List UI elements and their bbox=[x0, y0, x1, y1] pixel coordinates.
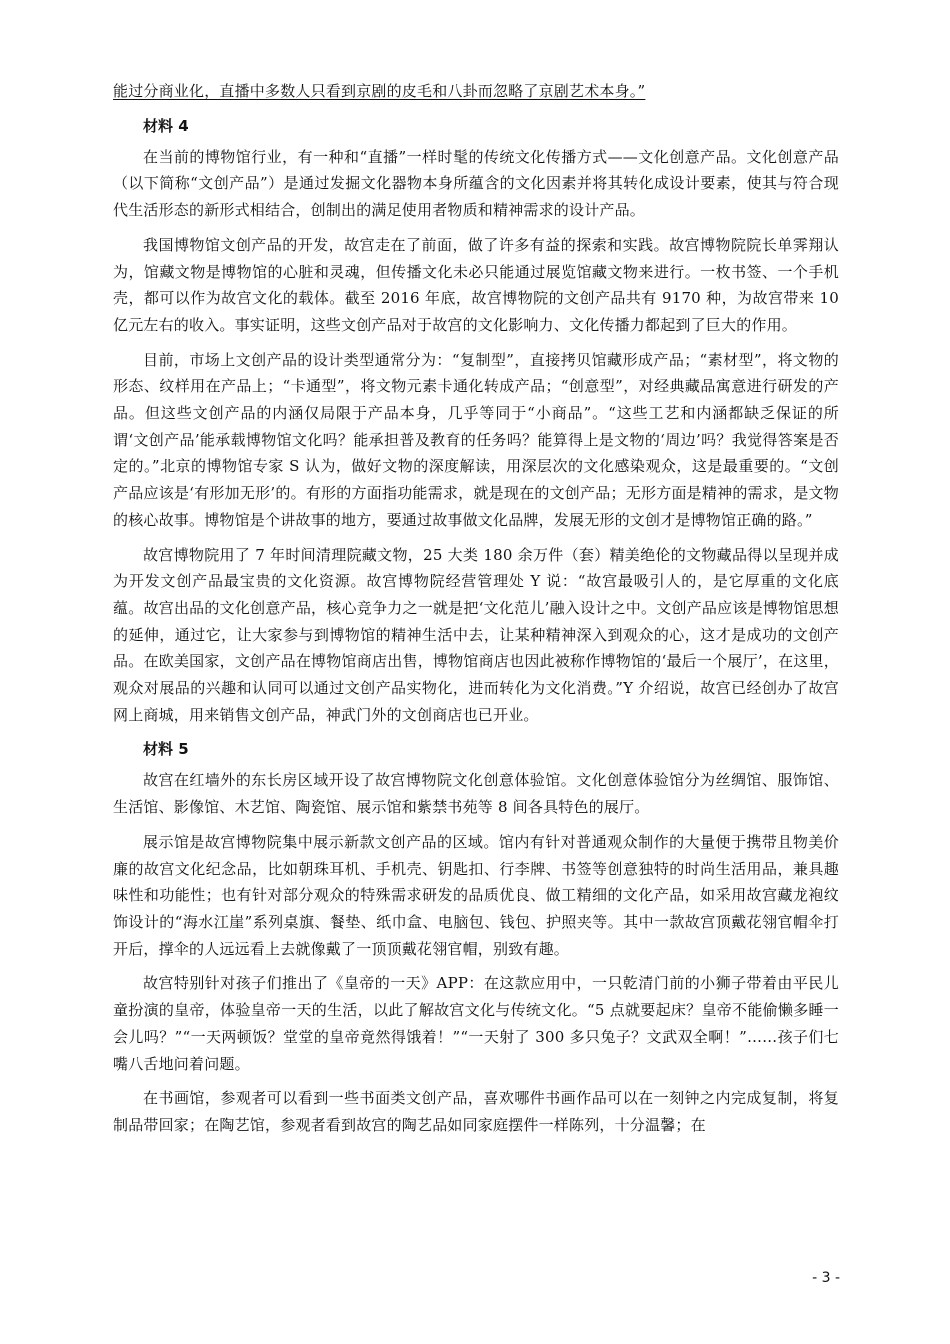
material5-paragraph-1: 故宫在红墙外的东长房区域开设了故宫博物院文化创意体验馆。文化创意体验馆分为丝绸馆、服饰馆、生活馆、影像馆、木艺馆、陶瓷馆、展示馆和紫禁书苑等 8 间各具特色的展厅。 bbox=[113, 771, 839, 817]
intro-line bbox=[113, 78, 839, 105]
document-body bbox=[113, 78, 839, 1139]
material4-paragraph-1: 在当前的博物馆行业，有一种和“直播”一样时髦的传统文化传播方式——文化创意产品。文化创意产品（以下简称“文创产品”）是通过发掘文化器物本身所蕴含的文化因素并将其转化成设计要素，使其与符合现代生活形态的新形式相结合，创制出的满足使用者物质和精神需求的设计产品。 bbox=[113, 147, 839, 220]
material4-heading: 材料 4 bbox=[143, 116, 189, 135]
material5-heading: 材料 5 bbox=[143, 740, 189, 759]
material4-paragraph-4: 故宫博物院用了 7 年时间清理院藏文物，25 大类 180 余万件（套）精美绝伦的文物藏品得以呈现并成为开发文创产品最宝贵的文化资源。故宫博物院经营管理处 Y 说：“故宫最吸引人的，是它厚重的文化底蕴。故宫出品的文化创意产品，核心竞争力之一就是把‘文化范儿’融入设计之中。文创产品应该是博物馆思想的延伸，通过它，让大家参与到博物馆的精神生活中去，让某种精神深入到观众的心，这才是成功的文创产品。在欧美国家，文创产品在博物馆商店出售，博物馆商店也因此被称作博物馆的‘最后一个展厅’，在这里，观众对展品的兴趣和认同可以通过文创产品实物化，进而转化为文化消费。”Y 介绍说，故宫已经创办了故宫网上商城，用来销售文创产品，神武门外的文创商店也已开业。 bbox=[113, 545, 839, 724]
material4-paragraph-3: 目前，市场上文创产品的设计类型通常分为：“复制型”，直接拷贝馆藏形成产品；“素材型”，将文物的形态、纹样用在产品上；“卡通型”，将文物元素卡通化转成产品；“创意型”，对经典藏品寓意进行研发的产品。但这些文创产品的内涵仅局限于产品本身，几乎等同于“小商品”。“这些工艺和内涵都缺乏保证的所谓‘文创产品’能承载博物馆文化吗？能承担普及教育的任务吗？能算得上是文物的‘周边’吗？我觉得答案是否定的。”北京的博物馆专家 S 认为，做好文物的深度解读，用深层次的文化感染观众，这是最重要的。“文创产品应该是‘有形加无形’的。有形的方面指功能需求，就是现在的文创产品；无形方面是精神的需求，是文物的核心故事。博物馆是个讲故事的地方，要通过故事做文化品牌，发展无形的文创才是博物馆正确的路。” bbox=[113, 350, 839, 529]
page-number: - 3 - bbox=[812, 1270, 840, 1286]
material5-paragraph-2: 展示馆是故宫博物院集中展示新款文创产品的区域。馆内有针对普通观众制作的大量便于携带且物美价廉的故宫文化纪念品，比如朝珠耳机、手机壳、钥匙扣、行李牌、书签等创意独特的时尚生活用品，兼具趣味性和功能性；也有针对部分观众的特殊需求研发的品质优良、做工精细的文化产品，如采用故宫藏龙袍纹饰设计的“海水江崖”系列桌旗、餐垫、纸巾盒、电脑包、钱包、护照夹等。其中一款故宫顶戴花翎官帽伞打开后，撑伞的人远远看上去就像戴了一顶顶戴花翎官帽，别致有趣。 bbox=[113, 832, 839, 958]
intro-line-text: 能过分商业化，直播中多数人只看到京剧的皮毛和八卦而忽略了京剧艺术本身。” bbox=[113, 82, 646, 100]
material5-paragraph-3: 故宫特别针对孩子们推出了《皇帝的一天》APP：在这款应用中，一只乾清门前的小狮子带着由平民儿童扮演的皇帝，体验皇帝一天的生活，以此了解故宫文化与传统文化。“5 点就要起床？皇帝不能偷懒多睡一会儿吗？”“一天两顿饭？堂堂的皇帝竟然得饿着！”“一天射了 300 多只兔子？文武双全啊！”……孩子们七嘴八舌地问着问题。 bbox=[113, 974, 839, 1073]
material4-paragraph-2: 我国博物馆文创产品的开发，故宫走在了前面，做了许多有益的探索和实践。故宫博物院院长单霁翔认为，馆藏文物是博物馆的心脏和灵魂，但传播文化未必只能通过展览馆藏文物来进行。一枚书签、一个手机壳，都可以作为故宫文化的载体。截至 2016 年底，故宫博物院的文创产品共有 9170 种，为故宫带来 10 亿元左右的收入。事实证明，这些文创产品对于故宫的文化影响力、文化传播力都起到了巨大的作用。 bbox=[113, 235, 839, 334]
material5-paragraph-4: 在书画馆，参观者可以看到一些书面类文创产品，喜欢哪件书画作品可以在一刻钟之内完成复制，将复制品带回家；在陶艺馆，参观者看到故宫的陶艺品如同家庭摆件一样陈列，十分温馨；在 bbox=[113, 1089, 839, 1134]
